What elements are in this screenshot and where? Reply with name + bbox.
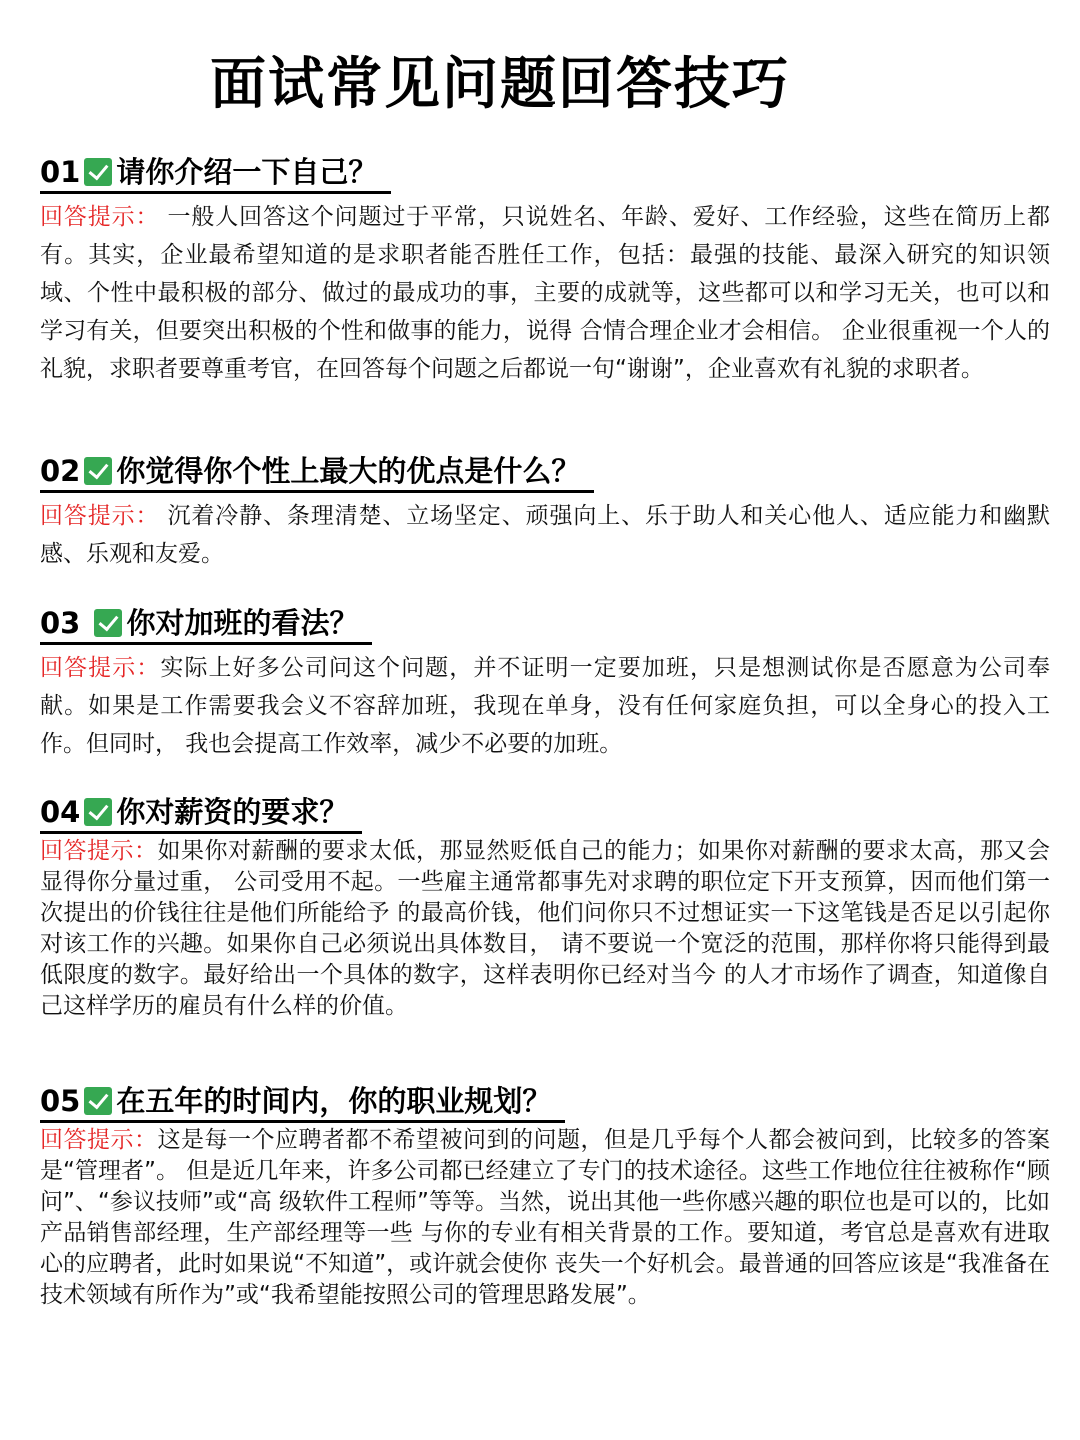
hint-label: 回答提示： (40, 503, 160, 529)
question-number: 03 (40, 606, 91, 640)
answer-paragraph (40, 836, 1050, 1022)
check-mark-icon (84, 158, 112, 186)
question-heading (40, 1082, 565, 1123)
answer-text: 如果你对薪酬的要求太低，那显然贬低自己的能力；如果你对薪酬的要求太高，那又会显得你分量过重， 公司受用不起。一些雇主通常都事先对求聘的职位定下开支预算，因而他们第一次提出的价钱往往是他们所能给予 的最高价钱，他们问你只不过想证实一下这笔钱是否足以引起你对该工作的兴趣。如果你自己必须说出具体数目， 请不要说一个宽泛的范围，那样你将只能得到最低限度的数字。最好给出一个具体的数字，这样表明你已经对当今 的人才市场作了调查，知道像自己这样学历的雇员有什么样的价值。 (40, 838, 1050, 1019)
check-mark-icon (84, 1087, 112, 1115)
question-text: 请你介绍一下自己？ (116, 155, 378, 189)
question-section-5 (40, 1082, 1050, 1311)
question-heading (40, 604, 372, 645)
hint-label: 回答提示： (40, 838, 158, 864)
question-text: 在五年的时间内，你的职业规划？ (116, 1084, 552, 1118)
question-heading (40, 153, 391, 194)
hint-label: 回答提示： (40, 655, 161, 681)
page-title: 面试常见问题回答技巧 (210, 51, 790, 117)
answer-text: 实际上好多公司问这个问题，并不证明一定要加班，只是想测试你是否愿意为公司奉献。如果是工作需要我会义不容辞加班，我现在单身，没有任何家庭负担，可以全身心的投入工作。但同时， 我也会提高工作效率，减少不必要的加班。 (40, 655, 1051, 757)
question-number: 01 (40, 155, 81, 189)
answer-paragraph (40, 649, 1050, 763)
question-section-1 (40, 153, 1050, 388)
question-section-2 (40, 452, 1050, 573)
question-text: 你对薪资的要求？ (116, 795, 349, 829)
answer-paragraph (40, 1125, 1050, 1311)
answer-text: 这是每一个应聘者都不希望被问到的问题，但是几乎每个人都会被问到，比较多的答案是“管理者”。 但是近几年来，许多公司都已经建立了专门的技术途径。这些工作地位往往被称作“顾问”、“参议技师”或“高 级软件工程师”等等。当然，说出其他一些你感兴趣的职位也是可以的，比如产品销售部经理，生产部经理等一些 与你的专业有相关背景的工作。要知道，考官总是喜欢有进取心的应聘者，此时如果说“不知道”，或许就会使你 丧失一个好机会。最普通的回答应该是“我准备在技术领域有所作为”或“我希望能按照公司的管理思路发展”。 (40, 1127, 1050, 1308)
hint-label: 回答提示： (40, 1127, 158, 1153)
question-number: 05 (40, 1084, 81, 1118)
question-section-3 (40, 604, 1050, 763)
check-mark-icon (94, 609, 122, 637)
question-section-4 (40, 793, 1050, 1022)
check-mark-icon (84, 798, 112, 826)
answer-text: 一般人回答这个问题过于平常，只说姓名、年龄、爱好、工作经验，这些在简历上都有。其实，企业最希望知道的是求职者能否胜任工作，包括：最强的技能、最深入研究的知识领域、个性中最积极的部分、做过的最成功的事，主要的成就等，这些都可以和学习无关，也可以和学习有关，但要突出积极的个性和做事的能力，说得 合情合理企业才会相信。 企业很重视一个人的礼貌，求职者要尊重考官，在回答每个问题之后都说一句“谢谢”，企业喜欢有礼貌的求职者。 (40, 204, 1051, 382)
question-number: 04 (40, 795, 81, 829)
hint-label: 回答提示： (40, 204, 160, 230)
answer-text: 沉着冷静、条理清楚、立场坚定、顽强向上、乐于助人和关心他人、适应能力和幽默感、乐观和友爱。 (40, 503, 1051, 567)
question-text: 你对加班的看法？ (126, 606, 359, 640)
answer-paragraph (40, 497, 1050, 573)
question-heading (40, 452, 594, 493)
question-number: 02 (40, 454, 81, 488)
question-text: 你觉得你个性上最大的优点是什么？ (116, 454, 581, 488)
answer-paragraph (40, 198, 1050, 388)
check-mark-icon (84, 457, 112, 485)
question-heading (40, 793, 362, 834)
